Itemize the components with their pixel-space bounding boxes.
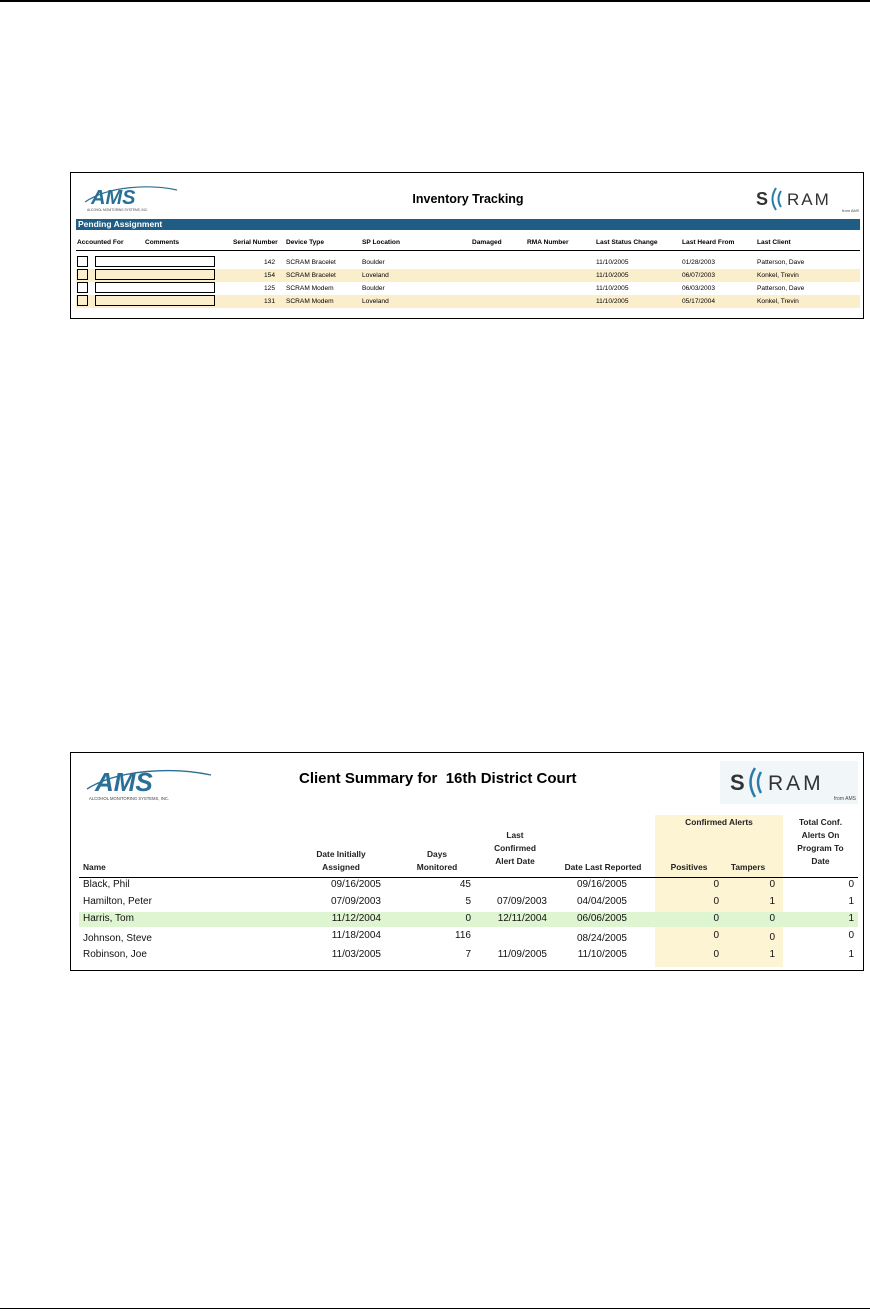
serial-cell: 125	[263, 285, 275, 292]
days-cell: 0	[465, 913, 471, 924]
device-cell: SCRAM Bracelet	[286, 259, 336, 266]
scram-logo	[754, 183, 859, 215]
section-band: Pending Assignment	[76, 219, 860, 230]
alert-date-cell: 07/09/2003	[496, 896, 547, 907]
col-days-line-2: Monitored	[416, 862, 458, 872]
col-alert-line-1: Last	[506, 830, 524, 840]
col-alert-line-2: Confirmed	[494, 843, 536, 853]
tampers-cell: 1	[769, 949, 775, 960]
col-rma-number: RMA Number	[527, 239, 569, 246]
comments-field[interactable]	[95, 295, 215, 306]
col-positives: Positives	[670, 862, 708, 872]
tampers-cell: 0	[769, 879, 775, 890]
heard-cell: 06/07/2003	[682, 272, 716, 279]
device-cell: SCRAM Bracelet	[286, 272, 336, 279]
total-cell: 1	[848, 913, 854, 924]
scram-logo	[720, 761, 858, 804]
comments-field[interactable]	[95, 269, 215, 280]
client-cell: Konkel, Trevin	[757, 272, 799, 279]
location-cell: Boulder	[362, 285, 385, 292]
name-cell: Johnson, Steve	[83, 933, 152, 944]
status-cell: 11/10/2005	[596, 272, 629, 279]
assigned-cell: 09/16/2005	[330, 879, 381, 890]
assigned-cell: 11/12/2004	[331, 913, 381, 924]
table-row	[76, 269, 860, 282]
accounted-checkbox[interactable]	[77, 295, 88, 306]
heard-cell: 01/28/2003	[682, 259, 716, 266]
accounted-checkbox[interactable]	[77, 269, 88, 280]
col-date-last-reported: Date Last Reported	[564, 862, 642, 872]
days-cell: 5	[465, 896, 471, 907]
heard-cell: 05/17/2004	[682, 298, 716, 305]
positives-cell: 0	[713, 949, 719, 960]
location-cell: Boulder	[362, 259, 385, 266]
svg-text:AMS: AMS	[95, 767, 153, 797]
days-cell: 116	[455, 930, 471, 941]
serial-cell: 154	[263, 272, 275, 279]
table-row	[76, 282, 860, 295]
col-total-line-2: Alerts On	[801, 830, 840, 840]
col-assigned-line-2: Assigned	[322, 862, 360, 872]
col-serial-number: Serial Number	[233, 239, 278, 246]
accounted-checkbox[interactable]	[77, 256, 88, 267]
report-title: Client Summary for 16th District Court	[299, 770, 577, 787]
svg-text:RAM: RAM	[768, 772, 824, 795]
svg-text:RAM: RAM	[787, 190, 831, 209]
client-cell: Patterson, Dave	[757, 285, 805, 292]
status-cell: 11/10/2005	[596, 298, 629, 305]
col-total-line-4: Date	[811, 856, 830, 866]
location-cell: Loveland	[362, 272, 389, 279]
reported-cell: 09/16/2005	[576, 879, 627, 890]
col-device-type: Device Type	[286, 239, 324, 246]
reported-cell: 08/24/2005	[576, 933, 627, 944]
table-row	[79, 929, 858, 944]
col-last-heard-from: Last Heard From	[682, 239, 735, 246]
page-top-rule	[0, 0, 870, 2]
table-row	[79, 912, 858, 927]
svg-text:AMS: AMS	[91, 187, 136, 209]
positives-cell: 0	[713, 913, 719, 924]
serial-cell: 131	[263, 298, 275, 305]
table-row	[76, 295, 860, 308]
positives-cell: 0	[713, 896, 719, 907]
name-cell: Black, Phil	[83, 879, 130, 890]
col-last-status-change: Last Status Change	[596, 239, 658, 246]
col-comments: Comments	[145, 239, 180, 246]
assigned-cell: 07/09/2003	[330, 896, 381, 907]
table-row	[79, 895, 858, 910]
col-tampers: Tampers	[730, 862, 766, 872]
tampers-cell: 1	[769, 896, 775, 907]
header-divider	[76, 250, 860, 251]
name-cell: Robinson, Joe	[83, 949, 147, 960]
assigned-cell: 11/18/2004	[331, 930, 381, 941]
table-row	[79, 878, 858, 893]
client-cell: Konkel, Trevin	[757, 298, 799, 305]
col-days-line-1: Days	[426, 849, 448, 859]
tampers-cell: 0	[769, 932, 775, 943]
alert-date-cell: 11/09/2005	[497, 949, 547, 960]
location-cell: Loveland	[362, 298, 389, 305]
svg-text:ALCOHOL MONITORING SYSTEMS, IN: ALCOHOL MONITORING SYSTEMS, INC.	[87, 208, 148, 212]
days-cell: 7	[465, 949, 471, 960]
assigned-cell: 11/03/2005	[331, 949, 381, 960]
heard-cell: 06/03/2003	[682, 285, 716, 292]
col-last-client: Last Client	[757, 239, 791, 246]
device-cell: SCRAM Modem	[286, 285, 334, 292]
table-row	[79, 948, 858, 963]
accounted-checkbox[interactable]	[77, 282, 88, 293]
col-name: Name	[83, 862, 106, 872]
inventory-tracking-report	[70, 172, 864, 319]
name-cell: Hamilton, Peter	[83, 896, 152, 907]
col-accounted-for: Accounted For	[77, 239, 124, 246]
client-cell: Patterson, Dave	[757, 259, 805, 266]
status-cell: 11/10/2005	[596, 285, 629, 292]
status-cell: 11/10/2005	[596, 259, 629, 266]
total-cell: 1	[848, 949, 854, 960]
svg-text:S: S	[756, 189, 769, 209]
col-total-line-3: Program To	[797, 843, 844, 853]
svg-text:from AMS: from AMS	[834, 796, 856, 802]
col-assigned-line-1: Date Initially	[316, 849, 366, 859]
alert-date-cell: 12/11/2004	[497, 913, 547, 924]
comments-field[interactable]	[95, 282, 215, 293]
tampers-cell: 0	[769, 913, 775, 924]
col-sp-location: SP Location	[362, 239, 400, 246]
ams-logo	[79, 763, 215, 803]
name-cell: Harris, Tom	[83, 913, 134, 924]
page-bottom-rule	[0, 1308, 870, 1309]
svg-text:from AMS: from AMS	[842, 208, 859, 213]
reported-cell: 11/10/2005	[577, 949, 627, 960]
client-summary-report	[70, 752, 864, 971]
col-damaged: Damaged	[472, 239, 502, 246]
total-cell: 0	[848, 879, 854, 890]
days-cell: 45	[459, 879, 471, 890]
serial-cell: 142	[263, 259, 275, 266]
col-group-confirmed-alerts: Confirmed Alerts	[685, 817, 753, 827]
comments-field[interactable]	[95, 256, 215, 267]
device-cell: SCRAM Modem	[286, 298, 334, 305]
col-alert-line-3: Alert Date	[495, 856, 535, 866]
svg-text:ALCOHOL MONITORING SYSTEMS, IN: ALCOHOL MONITORING SYSTEMS, INC.	[89, 796, 170, 801]
reported-cell: 04/04/2005	[576, 896, 627, 907]
svg-text:S: S	[730, 770, 745, 795]
total-cell: 1	[848, 896, 854, 907]
total-cell: 0	[848, 930, 854, 941]
positives-cell: 0	[713, 930, 719, 941]
reported-cell: 06/06/2005	[576, 913, 627, 924]
table-row	[76, 256, 860, 269]
positives-cell: 0	[713, 879, 719, 890]
col-total-line-1: Total Conf.	[798, 817, 843, 827]
report-title: Inventory Tracking	[412, 192, 524, 206]
